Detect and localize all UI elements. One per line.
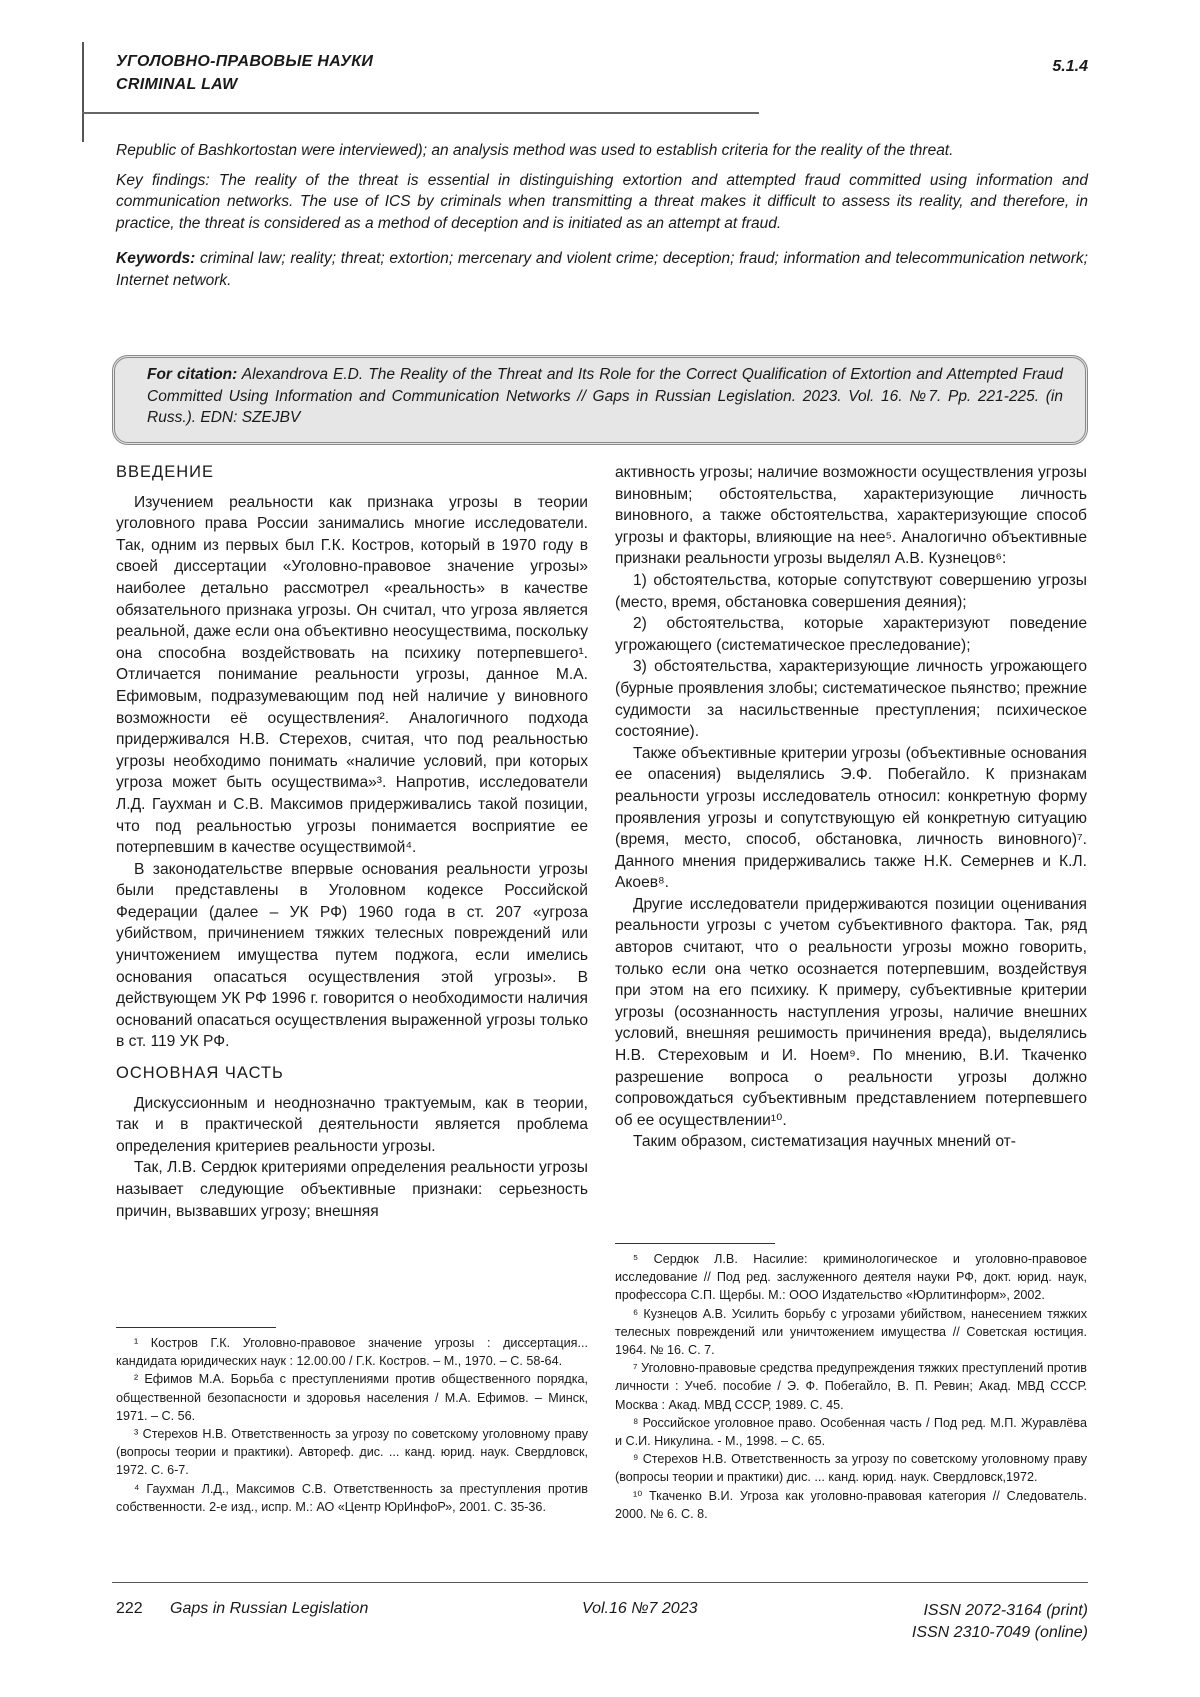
page-number: 222 [116, 1600, 143, 1618]
footnote: ¹⁰ Ткаченко В.И. Угроза как уголовно-правовая категория // Следователь. 2000. № 6. С. 8. [615, 1487, 1087, 1523]
specialty-code: 5.1.4 [1052, 58, 1088, 76]
citation-text: Alexandrova E.D. The Reality of the Threat and Its Role for the Correct Qualification of Extortion and Attempted Fraud Committed Using Information and Communication Networks // Gaps in Russian Legislation. 2023. Vol. 16. №7. Pp. 221-225. (in Russ.). EDN: SZEJBV [147, 366, 1063, 426]
footnote: ⁵ Сердюк Л.В. Насилие: криминологическое и уголовно-правовое исследование // Под ред. заслуженного деятеля науки РФ, докт. юрид. наук, профессора С.П. Щербы. М.: ООО Издательство «Юрлитинформ», 2002. [615, 1250, 1087, 1305]
volume-issue: Vol.16 №7 2023 [582, 1600, 697, 1618]
abstract-methods: Republic of Bashkortostan were interviewed); an analysis method was used to establish criteria for the reality of the threat. [116, 140, 1088, 162]
paragraph: Изучением реальности как признака угрозы в теории уголовного права России занимались многие исследователи. Так, одним из первых был Г.К. Костров, который в 1970 году в своей диссертации «Уголовно-правовое значение угрозы» наиболее детально рассмотрел «реальность» в качестве обязательного признака угрозы. Он считал, что угроза является реальной, даже если она объективно неосуществима, поскольку она способна воздействовать на психику потерпевшего¹. Отличается понимание реальности угрозы, данное М.А. Ефимовым, подразумевающим под ней наличие у виновного возможности её осуществления². Аналогичного подхода придерживался Н.В. Стерехов, считая, что под реальностью угрозы необходимо понимать «наличие условий, при которых угроза может быть осуществима»³. Напротив, исследователи Л.Д. Гаухман и С.В. Максимов придерживались такой позиции, что под реальностью угрозы понимается восприятие ее потерпевшим в качестве осуществимой⁴. [116, 492, 588, 859]
issn-print: ISSN 2072-3164 (print) [912, 1600, 1088, 1622]
footnote: ⁸ Российское уголовное право. Особенная часть / Под ред. М.П. Журавлёва и С.И. Никулина. - М., 1998. – С. 65. [615, 1414, 1087, 1450]
citation-label: For citation: [147, 366, 237, 383]
section-title-ru: УГОЛОВНО-ПРАВОВЫЕ НАУКИ [116, 50, 373, 73]
footnote: ⁹ Стерехов Н.В. Ответственность за угрозу по советскому уголовному праву (вопросы теории и практики) дис. ... канд. юрид. наук. Свердловск,1972. [615, 1450, 1087, 1486]
paragraph: В законодательстве впервые основания реальности угрозы были представлены в Уголовном кодексе Российской Федерации (далее – УК РФ) 1960 года в ст. 207 «угроза убийством, причинением тяжких телесных повреждений или уничтожением имущества путем поджога, если имелись основания опасаться осуществления этой угрозы». В действующем УК РФ 1996 г. говорится о необходимости наличия оснований опасаться осуществления выраженной угрозы только в ст. 119 УК РФ. [116, 859, 588, 1053]
footnote: ³ Стерехов Н.В. Ответственность за угрозу по советскому уголовному праву (вопросы теории и практики). Автореф. дис. ... канд. юрид. наук. Свердловск, 1972. С. 6-7. [116, 1425, 588, 1480]
footer-rule [112, 1582, 1088, 1583]
paragraph: Также объективные критерии угрозы (объективные основания ее опасения) выделялись Э.Ф. Побегайло. К признакам реальности угрозы исследователь относил: конкретную форму проявления угрозы и сопутствующую ей конкретную ситуацию (время, место, способ, обстановка, личность виновного)⁷. Данного мнения придерживались также Н.К. Семернев и К.Л. Акоев⁸. [615, 743, 1087, 894]
header-vertical-rule [82, 42, 84, 142]
keywords-label: Keywords: [116, 250, 195, 267]
header-rule [82, 112, 759, 114]
footnote: ⁶ Кузнецов А.В. Усилить борьбу с угрозами убийством, нанесением тяжких телесных повреждений или уничтожением имущества // Советская юстиция. 1964. № 16. С. 7. [615, 1305, 1087, 1360]
list-item: 2) обстоятельства, которые характеризуют поведение угрожающего (систематическое преследование); [615, 613, 1087, 656]
paragraph: Дискуссионным и неоднозначно трактуемым, как в теории, так и в практической деятельности является проблема определения критериев реальности угрозы. [116, 1093, 588, 1158]
footnote-separator [116, 1327, 276, 1328]
issn-online: ISSN 2310-7049 (online) [912, 1622, 1088, 1644]
keywords-text: criminal law; reality; threat; extortion; mercenary and violent crime; deception; fraud; information and telecommunication network; Internet network. [116, 250, 1088, 289]
right-column [615, 462, 1087, 1153]
paragraph: Так, Л.В. Сердюк критериями определения реальности угрозы называет следующие объективные признаки: серьезность причин, вызвавших угрозу; внешняя [116, 1157, 588, 1222]
section-title-en: CRIMINAL LAW [116, 73, 373, 96]
footnote: ¹ Костров Г.К. Уголовно-правовое значение угрозы : диссертация... кандидата юридических наук : 12.00.00 / Г.К. Костров. – М., 1970. – С. 58-64. [116, 1334, 588, 1370]
paragraph: Другие исследователи придерживаются позиции оценивания реальности угрозы с учетом субъективного фактора. Так, ряд авторов считают, что о реальности угрозы можно говорить, только если она четко осознается потерпевшим, воздействуя при этом на его психику. К примеру, субъективные критерии угрозы (осознанность наступления угрозы, наличие внешних условий, внешняя решимость причинения вреда), выделялись Н.В. Стереховым и И. Ноем⁹. По мнению, В.И. Ткаченко разрешение вопроса о реальности угрозы должно сопровождаться субъективным представлением потерпевшего об ее осуществлении¹⁰. [615, 894, 1087, 1132]
footnote: ⁴ Гаухман Л.Д., Максимов С.В. Ответственность за преступления против собственности. 2-е изд., испр. М.: АО «Центр ЮрИнфоР», 2001. С. 35-36. [116, 1480, 588, 1516]
footnotes-left [116, 1327, 588, 1516]
list-item: 1) обстоятельства, которые сопутствуют совершению угрозы (место, время, обстановка совершения деяния); [615, 570, 1087, 613]
heading-introduction: ВВЕДЕНИЕ [116, 462, 588, 484]
abstract [116, 140, 1088, 299]
heading-main-part: ОСНОВНАЯ ЧАСТЬ [116, 1063, 588, 1085]
issn-block [912, 1600, 1088, 1644]
footnote: ² Ефимов М.А. Борьба с преступлениями против общественного порядка, общественной безопасности и здоровья населения / М.А. Ефимов. – Минск, 1971. – С. 56. [116, 1370, 588, 1425]
paragraph: активность угрозы; наличие возможности осуществления угрозы виновным; обстоятельства, характеризующие личность виновного, а также обстоятельства, характеризующие способ угрозы и факторы, влияющие на нее⁵. Аналогично объективные признаки реальности угрозы выделял А.В. Кузнецов⁶: [615, 462, 1087, 570]
keywords [116, 248, 1088, 291]
running-header [116, 50, 373, 96]
footnotes-right [615, 1243, 1087, 1523]
footnote-separator [615, 1243, 775, 1244]
left-column [116, 462, 588, 1222]
journal-name: Gaps in Russian Legislation [170, 1600, 368, 1618]
abstract-findings: Key findings: The reality of the threat is essential in distinguishing extortion and attempted fraud committed using information and communication networks. The use of ICS by criminals when transmitting a threat makes it difficult to assess its reality, and therefore, in practice, the threat is considered as a method of deception and is initiated as an attempt at fraud. [116, 170, 1088, 235]
footnote: ⁷ Уголовно-правовые средства предупреждения тяжких преступлений против личности : Учеб. пособие / Э. Ф. Побегайло, В. П. Ревин; Акад. МВД СССР. Москва : Акад. МВД СССР, 1989. С. 45. [615, 1359, 1087, 1414]
citation-box [112, 355, 1088, 445]
paragraph: Таким образом, систематизация научных мнений от- [615, 1131, 1087, 1153]
list-item: 3) обстоятельства, характеризующие личность угрожающего (бурные проявления злобы; систематическое пьянство; прежние судимости за насильственные преступления; психическое состояние). [615, 656, 1087, 742]
